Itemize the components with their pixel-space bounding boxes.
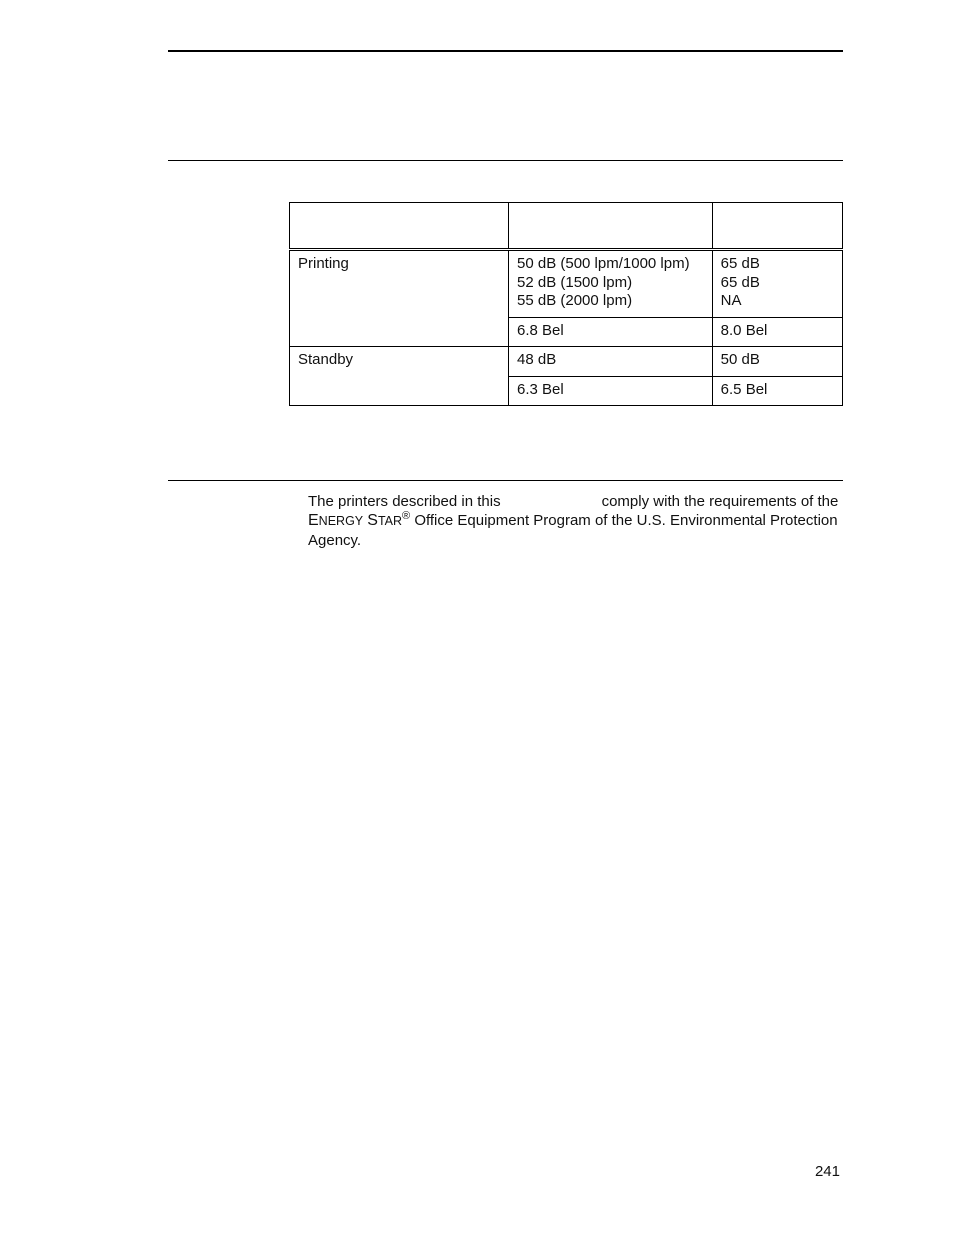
pressure-line: 50 dB (500 lpm/1000 lpm): [517, 255, 690, 272]
pressure-b-line: 65 dB: [720, 255, 760, 272]
power-cell: 6.8 Bel: [509, 317, 713, 347]
mode-cell: Printing: [290, 250, 509, 347]
registered-mark: ®: [402, 510, 411, 522]
energy-star-e: E: [308, 512, 319, 529]
section-rule-energy: [168, 480, 843, 481]
energy-star-s: S: [367, 512, 378, 529]
table-row: [290, 347, 843, 377]
energy-star-tar: TAR: [377, 514, 403, 528]
energy-star-paragraph: [308, 492, 848, 550]
header-cell-value-b: [712, 203, 842, 250]
header-rule: [168, 50, 843, 52]
table-header-row: [290, 203, 843, 250]
pressure-line: 55 dB (2000 lpm): [517, 292, 633, 309]
pressure-b-line: 65 dB: [720, 273, 760, 291]
mode-cell: Standby: [290, 347, 509, 406]
pressure-cell: [509, 250, 713, 318]
pressure-cell: 48 dB: [509, 347, 713, 377]
pressure-b-cell: [712, 250, 842, 318]
pressure-line: 52 dB (1500 lpm): [517, 273, 633, 291]
energy-star-nergy: NERGY: [318, 514, 364, 528]
section-rule-acoustic: [168, 160, 843, 161]
table-row: [290, 250, 843, 318]
page-number: 241: [814, 1163, 840, 1180]
pressure-b-line: NA: [720, 292, 742, 309]
energy-text-2: comply with the requirements of the: [601, 493, 839, 510]
energy-text-3: Office Equipment Program of the U.S. Environmental Protection Agency.: [308, 512, 838, 549]
power-b-cell: 6.5 Bel: [712, 376, 842, 406]
power-b-cell: 8.0 Bel: [712, 317, 842, 347]
energy-text-1: The printers described in this: [308, 493, 501, 510]
pressure-b-cell: 50 dB: [712, 347, 842, 377]
header-cell-mode: [290, 203, 509, 250]
power-cell: 6.3 Bel: [509, 376, 713, 406]
acoustic-noise-table: [289, 202, 843, 406]
header-cell-value-a: [509, 203, 713, 250]
